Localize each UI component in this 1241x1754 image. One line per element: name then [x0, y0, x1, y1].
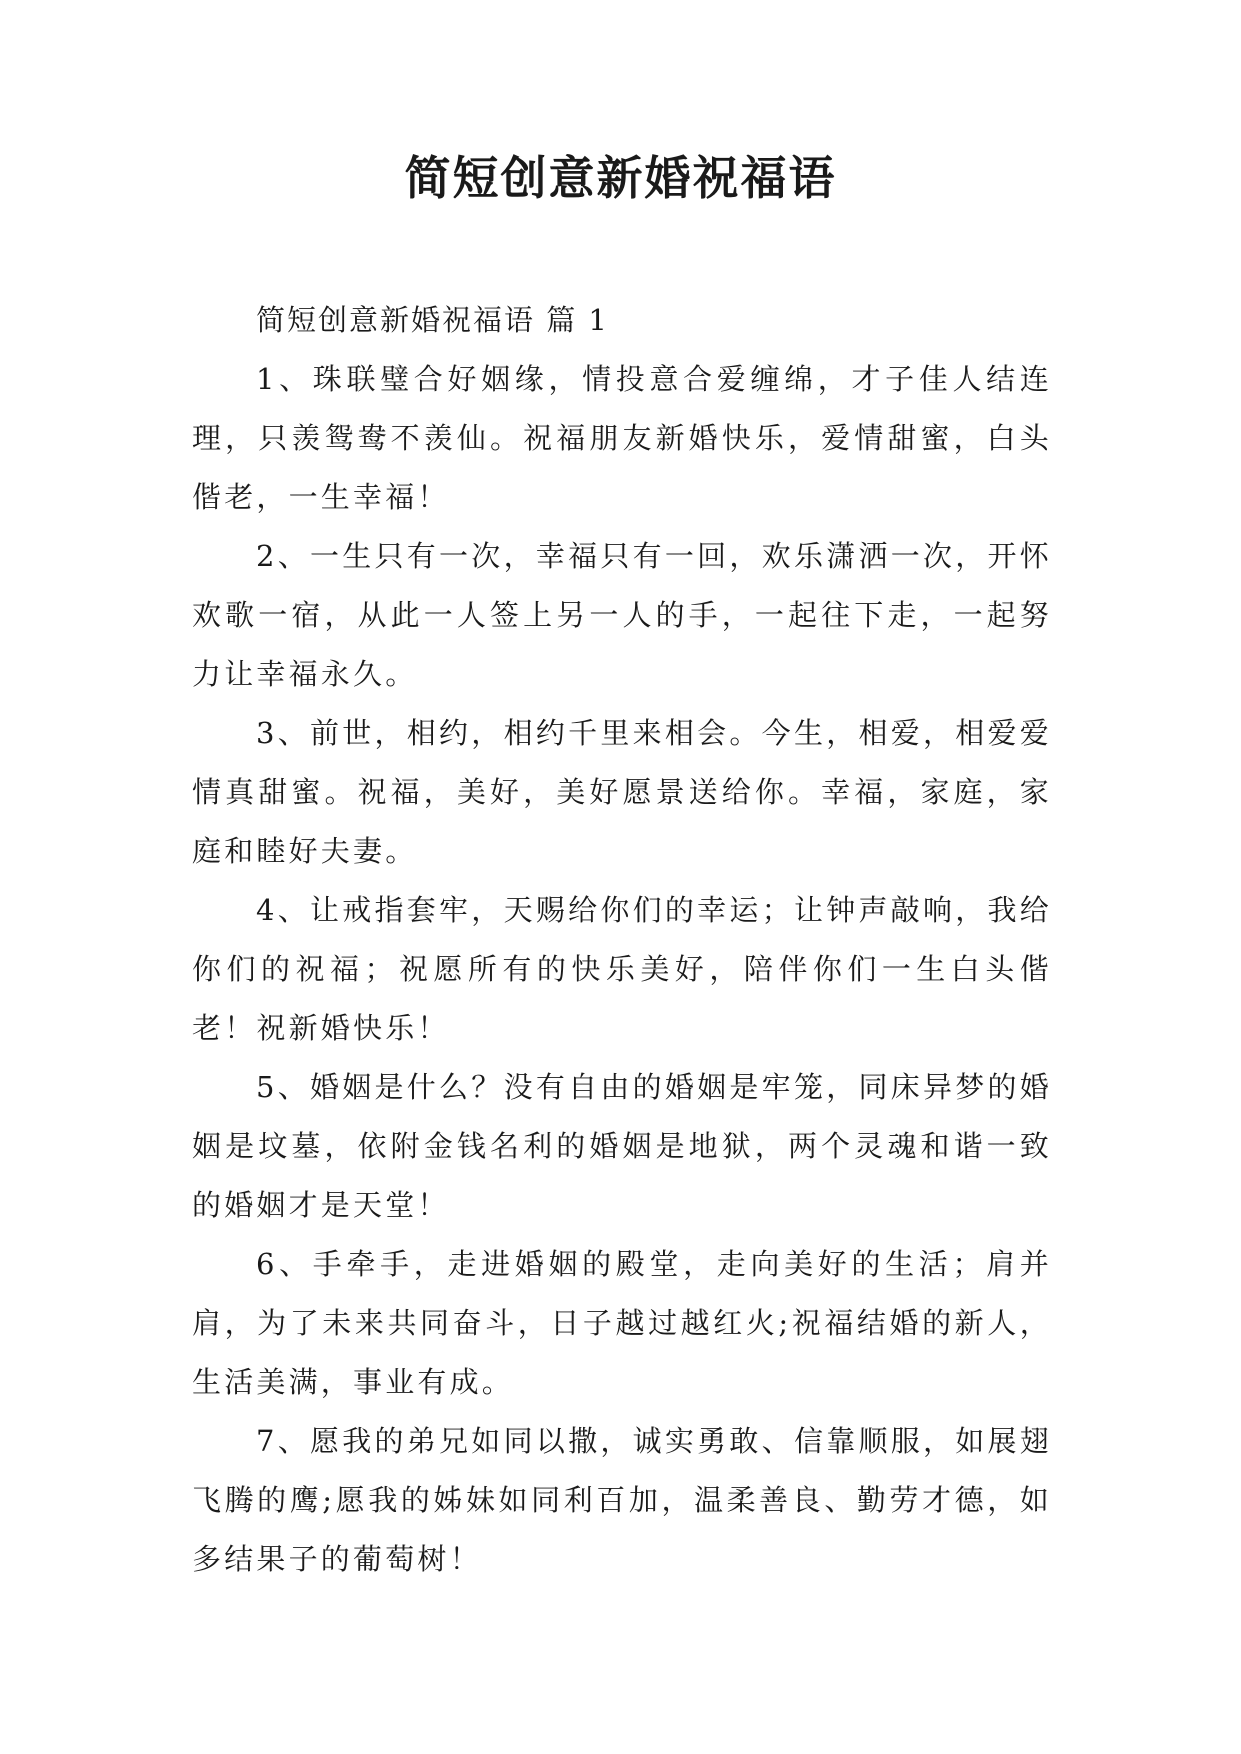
paragraph-5: 5、婚姻是什么？没有自由的婚姻是牢笼，同床异梦的婚姻是坟墓，依附金钱名利的婚姻是地狱，两个灵魂和谐一致的婚姻才是天堂！ [192, 1070, 1052, 1222]
paragraph-1: 1、珠联璧合好姻缘，情投意合爱缠绵，才子佳人结连理，只羡鸳鸯不羡仙。祝福朋友新婚快乐，爱情甜蜜，白头偕老，一生幸福！ [192, 362, 1052, 514]
paragraph-2: 2、一生只有一次，幸福只有一回，欢乐潇洒一次，开怀欢歌一宿，从此一人签上另一人的手，一起往下走，一起努力让幸福永久。 [192, 539, 1052, 691]
paragraph-3: 3、前世，相约，相约千里来相会。今生，相爱，相爱爱情真甜蜜。祝福，美好，美好愿景送给你。幸福，家庭，家庭和睦好夫妻。 [192, 716, 1052, 868]
paragraph-4: 4、让戒指套牢，天赐给你们的幸运；让钟声敲响，我给你们的祝福；祝愿所有的快乐美好，陪伴你们一生白头偕老！祝新婚快乐！ [192, 893, 1052, 1045]
paragraph-6: 6、手牵手，走进婚姻的殿堂，走向美好的生活；肩并肩，为了未来共同奋斗，日子越过越红火;祝福结婚的新人，生活美满，事业有成。 [192, 1247, 1052, 1399]
document-body [192, 290, 1052, 1589]
paragraph-7: 7、愿我的弟兄如同以撒，诚实勇敢、信靠顺服，如展翅飞腾的鹰;愿我的姊妹如同利百加，温柔善良、勤劳才德，如多结果子的葡萄树！ [192, 1424, 1052, 1576]
section-heading: 简短创意新婚祝福语 篇 1 [256, 303, 609, 337]
document-title: 简短创意新婚祝福语 [404, 151, 837, 205]
